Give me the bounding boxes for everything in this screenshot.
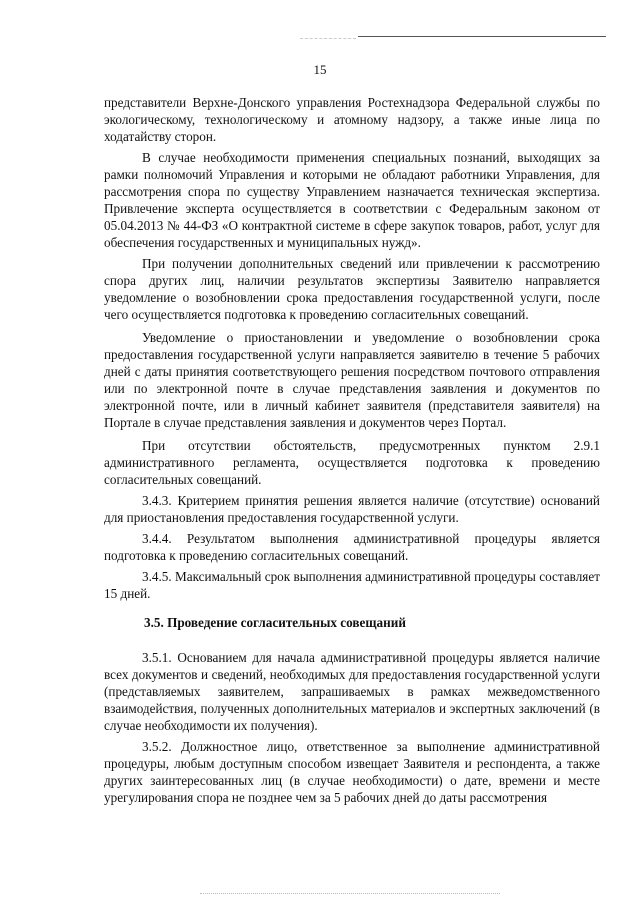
page-number: 15	[313, 62, 327, 77]
paragraph-8: 3.4.5. Максимальный срок выполнения административной процедуры составляет 15 дней.	[104, 569, 600, 601]
paragraph-3: При получении дополнительных сведений или привлечении к рассмотрению спора других лиц, наличии результатов экспертизы Заявителю направляется уведомление о возобновлении срока предоставления государственной услуги, после чего осуществляется подготовка к проведению согласительных совещаний.	[104, 256, 600, 322]
paragraph-6: 3.4.3. Критерием принятия решения является наличие (отсутствие) оснований для приостановления предоставления государственной услуги.	[104, 493, 600, 525]
header-rule	[358, 36, 606, 37]
paragraph-7: 3.4.4. Результатом выполнения административной процедуры является подготовка к проведению согласительных совещаний.	[104, 531, 600, 563]
document-body	[104, 94, 600, 806]
section-title: 3.5. Проведение согласительных совещаний	[144, 615, 406, 630]
paragraph-4: Уведомление о приостановлении и уведомление о возобновлении срока предоставления государственной услуги направляется заявителю в течение 5 рабочих дней с даты принятия соответствующего решения посредством почтового отправления или по электронной почте в случае представления заявления и документов по электронной почте, или в личный кабинет заявителя (представителя заявителя) на Портале в случае представления заявления и документов через Портал.	[104, 330, 600, 430]
section-paragraph-2: 3.5.2. Должностное лицо, ответственное за выполнение административной процедуры, любым доступным способом извещает Заявителя и респондента, а также других заинтересованных лиц (в случае необходимости) о дате, времени и месте урегулирования спора не позднее чем за 5 рабочих дней до даты рассмотрения	[104, 739, 600, 805]
paragraph-2: В случае необходимости применения специальных познаний, выходящих за рамки полномочий Управления и которыми не обладают работники Управления, для рассмотрения спора по существу Управлением назначается техническая экспертиза. Привлечение эксперта осуществляется в соответствии с Федеральным законом от 05.04.2013 № 44-ФЗ «О контрактной системе в сфере закупок товаров, работ, услуг для обеспечения государственных и муниципальных нужд».	[104, 150, 600, 250]
footer-scan-artifact	[200, 893, 500, 894]
section-paragraph-1: 3.5.1. Основанием для начала административной процедуры является наличие всех документов и сведений, необходимых для предоставления государственной услуги (представляемых заявителем, запрашиваемых в рамках межведомственного взаимодействия, полученных дополнительных материалов и экспертных заключений (в случае необходимости их получения).	[104, 650, 600, 733]
paragraph-1: представители Верхне-Донского управления Ростехнадзора Федеральной службы по экологическому, технологическому и атомному надзору, а также иные лица по ходатайству сторон.	[104, 95, 600, 144]
paragraph-5: При отсутствии обстоятельств, предусмотренных пунктом 2.9.1 административного регламента, осуществляется подготовка к проведению согласительных совещаний.	[104, 438, 600, 487]
header-rule-faint	[300, 38, 356, 39]
